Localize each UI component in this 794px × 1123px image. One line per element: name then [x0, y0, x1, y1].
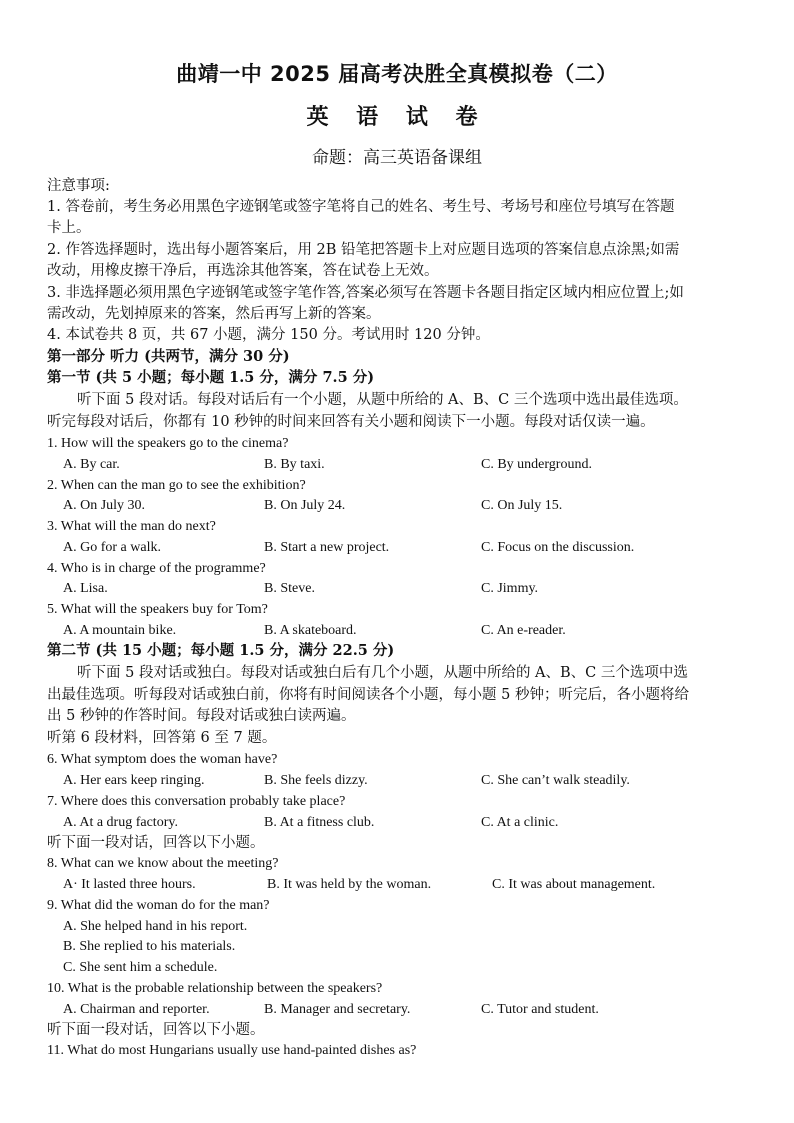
listen-instruction: 听下面一段对话，回答以下小题。 — [47, 835, 265, 851]
option-b: B. On July 24. — [264, 498, 346, 513]
question-1: 1. How will the speakers go to the cinema? — [47, 436, 289, 451]
option-c: C. On July 15. — [481, 498, 563, 513]
option-a: A· It lasted three hours. — [63, 877, 196, 892]
option-a: A. On July 30. — [63, 498, 146, 513]
section2-heading: 第二节 (共 15 小题；每小题 1.5 分，满分 22.5 分) — [47, 642, 395, 659]
question-11: 11. What do most Hungarians usually use hand-painted dishes as? — [47, 1043, 417, 1058]
question-9: 9. What did the woman do for the man? — [47, 898, 270, 913]
option-c: C. Focus on the discussion. — [481, 540, 635, 555]
question-10: 10. What is the probable relationship between the speakers? — [47, 981, 383, 996]
question-6: 6. What symptom does the woman have? — [47, 752, 278, 767]
question-3: 3. What will the man do next? — [47, 519, 216, 534]
question-2: 2. When can the man go to see the exhibition? — [47, 478, 306, 493]
notes-heading: 注意事项: — [47, 178, 110, 194]
option-b: B. Start a new project. — [264, 540, 390, 555]
notes-line: 3. 非选择题必须用黑色字迹钢笔或签字笔作答,答案必须写在答题卡各题目指定区域内相应位置上;如 — [47, 285, 684, 301]
notes-line: 卡上。 — [47, 220, 91, 236]
option-c: C. By underground. — [481, 457, 592, 472]
section2-instruction: 出最佳选项。听每段对话或独白前，你将有时间阅读各个小题，每小题 5 秒钟；听完后，各小题将给 — [47, 687, 689, 703]
option-a: A. Lisa. — [63, 581, 108, 596]
option-a: A. Her ears keep ringing. — [63, 773, 205, 788]
notes-line: 4. 本试卷共 8 页，共 67 小题，满分 150 分。考试用时 120 分钟。 — [47, 327, 490, 343]
listen-instruction: 听第 6 段材料，回答第 6 至 7 题。 — [47, 730, 277, 746]
option-c: C. She sent him a schedule. — [63, 960, 218, 975]
option-b: B. She feels dizzy. — [264, 773, 368, 788]
option-c: C. Tutor and student. — [481, 1002, 599, 1017]
section1-instruction: 听下面 5 段对话。每段对话后有一个小题，从题中所给的 A、B、C 三个选项中选出最佳选项。 — [77, 392, 688, 408]
notes-line: 改动，用橡皮擦干净后，再选涂其他答案，答在试卷上无效。 — [47, 263, 439, 279]
option-a: A. Chairman and reporter. — [63, 1002, 210, 1017]
option-a: A. She helped hand in his report. — [63, 919, 248, 934]
question-5: 5. What will the speakers buy for Tom? — [47, 602, 268, 617]
option-c: C. Jimmy. — [481, 581, 539, 596]
option-c: C. She can’t walk steadily. — [481, 773, 630, 788]
section2-instruction: 出 5 秒钟的作答时间。每段对话或独白读两遍。 — [47, 708, 356, 724]
option-a: A. Go for a walk. — [63, 540, 161, 555]
option-a: A. A mountain bike. — [63, 623, 177, 638]
option-c: C. It was about management. — [492, 877, 656, 892]
exam-subtitle: 英 语 试 卷 — [306, 105, 488, 130]
option-a: A. At a drug factory. — [63, 815, 178, 830]
exam-title: 曲靖一中 2025 届高考决胜全真模拟卷（二） — [176, 62, 618, 86]
option-b: B. She replied to his materials. — [63, 939, 236, 954]
option-b: B. A skateboard. — [264, 623, 357, 638]
exam-author: 命题：高三英语备课组 — [312, 148, 482, 168]
notes-line: 2. 作答选择题时，选出每小题答案后，用 2B 铅笔把答题卡上对应题目选项的答案信息点涂黑;如需 — [47, 242, 680, 258]
section1-instruction: 听完每段对话后，你都有 10 秒钟的时间来回答有关小题和阅读下一小题。每段对话仅读一遍。 — [47, 414, 655, 430]
option-c: C. An e-reader. — [481, 623, 566, 638]
question-8: 8. What can we know about the meeting? — [47, 856, 279, 871]
question-7: 7. Where does this conversation probably take place? — [47, 794, 346, 809]
listen-instruction: 听下面一段对话，回答以下小题。 — [47, 1022, 265, 1038]
notes-line: 1. 答卷前，考生务必用黑色字迹钢笔或签字笔将自己的姓名、考生号、考场号和座位号填写在答题 — [47, 199, 675, 215]
option-b: B. At a fitness club. — [264, 815, 375, 830]
section2-instruction: 听下面 5 段对话或独白。每段对话或独白后有几个小题，从题中所给的 A、B、C 三个选项中选 — [77, 665, 688, 681]
option-b: B. By taxi. — [264, 457, 325, 472]
part1-heading: 第一部分 听力 (共两节，满分 30 分) — [47, 348, 290, 365]
option-c: C. At a clinic. — [481, 815, 559, 830]
question-4: 4. Who is in charge of the programme? — [47, 561, 266, 576]
section1-heading: 第一节 (共 5 小题；每小题 1.5 分，满分 7.5 分) — [47, 369, 375, 386]
option-b: B. It was held by the woman. — [267, 877, 432, 892]
option-b: B. Manager and secretary. — [264, 1002, 411, 1017]
notes-line: 需改动，先划掉原来的答案，然后再写上新的答案。 — [47, 306, 381, 322]
option-a: A. By car. — [63, 457, 120, 472]
option-b: B. Steve. — [264, 581, 315, 596]
